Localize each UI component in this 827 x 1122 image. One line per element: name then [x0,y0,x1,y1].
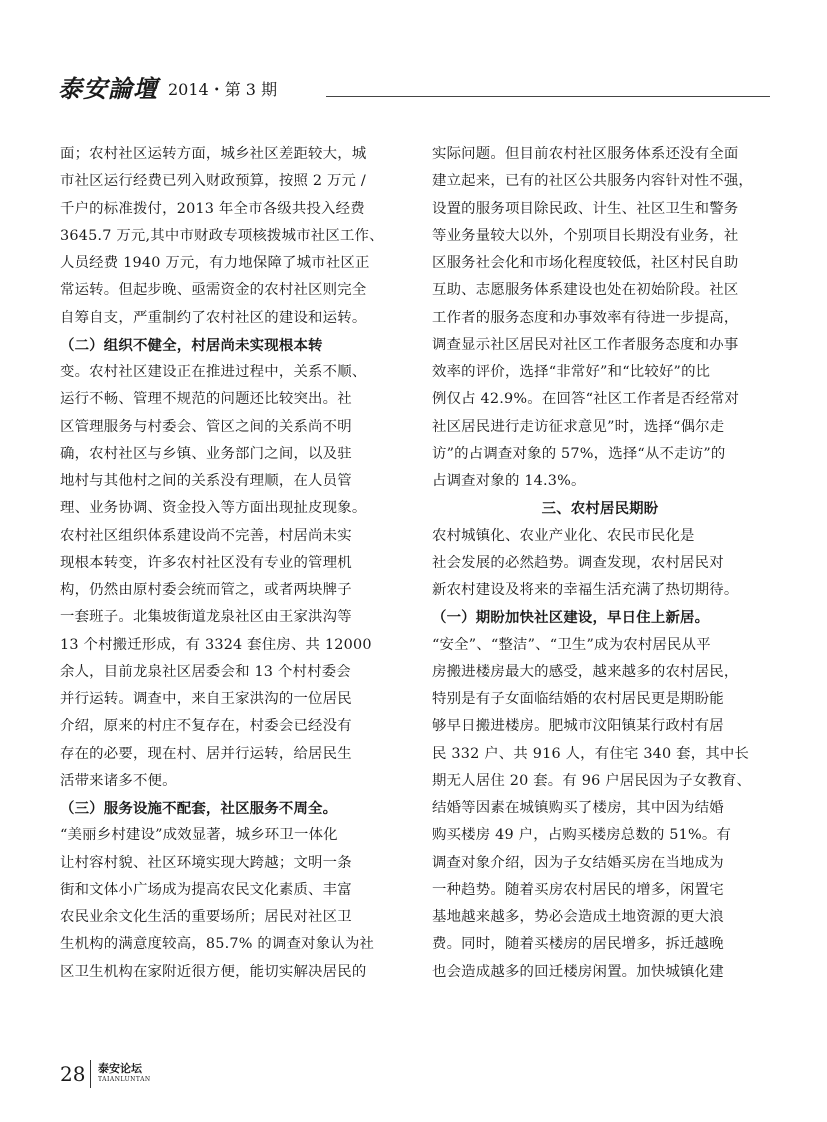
text-line: 购买楼房 49 户，占购买楼房总数的 51%。有 [432,827,732,844]
text-line: 13 个村搬迁形成，有 3324 套住房、共 12000 [60,636,372,653]
text-line: 人员经费 1940 万元，有力地保障了城市社区正 [60,255,370,271]
section-heading-line: （一）期盼加快社区建设，早日住上新居。 [432,609,710,627]
text-line: 等业务量较大以外，个别项目长期没有业务，社 [432,227,739,244]
text-line: 新农村建设及将来的幸福生活充满了热切期待。 [432,582,739,598]
text-line: 区卫生机构在家附近很方便，能切实解决居民的 [60,963,367,980]
text-line: 设置的服务项目除民政、计生、社区卫生和警务 [432,200,739,217]
text-line: 调查对象介绍，因为子女结婚买房在当地成为 [432,854,724,871]
text-line: 一套班子。北集坡街道龙泉社区由王家洪沟等 [60,609,352,626]
text-line: 千户的标准拨付，2013 年全市各级共投入经费 [60,200,365,217]
right-column [432,141,768,986]
left-column [60,141,396,986]
text-line: 费。同时，随着买楼房的居民增多，拆迁越晚 [432,936,724,953]
text-line: 农民业余文化生活的重要场所；居民对社区卫 [60,909,352,925]
footer-divider [90,1060,91,1088]
section-heading-line: （三）服务设施不配套，社区服务不周全。 [60,800,338,817]
text-line: 实际问题。但目前农村社区服务体系还没有全面 [432,146,739,162]
text-line: 特别是有子女面临结婚的农村居民更是期盼能 [432,691,724,707]
text-line: 常运转。但起步晚、亟需资金的农村社区则完全 [60,282,367,299]
footer-journal-pinyin: TAIANLUNTAN [98,1076,151,1083]
text-line: 基地越来越多，势必会造成土地资源的更大浪 [432,909,724,925]
text-line: 访”的占调查对象的 57%，选择“从不走访”的 [432,445,726,462]
text-line: 够早日搬进楼房。肥城市汶阳镇某行政村有居 [432,718,724,735]
text-line: 建立起来，已有的社区公共服务内容针对性不强， [432,173,753,190]
text-line: 地村与其他村之间的关系没有理顺，在人员管 [60,473,352,489]
section-heading-line: 三、农村居民期盼 [541,500,659,518]
text-line: 并行运转。调查中，来自王家洪沟的一位居民 [60,691,352,707]
text-line: 自筹自支，严重制约了农村社区的建设和运转。 [60,309,367,326]
text-line: 房搬进楼房最大的感受，越来越多的农村居民， [432,663,739,680]
page-header [58,74,770,104]
text-line: 结婚等因素在城镇购买了楼房，其中因为结婚 [432,800,724,816]
text-line: 街和文体小广场成为提高农民文化素质、丰富 [60,881,352,898]
text-line: 效率的评价，选择“非常好”和“比较好”的比 [432,364,711,380]
issue-label: 2014・第 3 期 [168,80,278,99]
text-line: 农村社区组织体系建设尚不完善，村居尚未实 [60,527,352,544]
text-line: 构，仍然由原村委会统而管之，或者两块牌子 [60,582,352,598]
text-line: 余人，目前龙泉社区居委会和 13 个村村委会 [60,663,351,680]
text-line: 介绍，原来的村庄不复存在，村委会已经没有 [60,718,352,735]
text-line: 面；农村社区运转方面，城乡社区差距较大，城 [60,146,367,162]
text-line: 让村容村貌、社区环境实现大跨越；文明一条 [60,854,352,871]
text-line: 也会造成越多的回迁楼房闲置。加快城镇化建 [432,963,724,980]
text-line: 占调查对象的 14.3%。 [432,473,586,489]
text-line: 农村城镇化、农业产业化、农民市民化是 [432,527,695,544]
journal-logo: 泰安論壇 [58,74,158,103]
text-line: 理、业务协调、资金投入等方面出现扯皮现象。 [60,500,367,517]
text-line: “美丽乡村建设”成效显著，城乡环卫一体化 [60,827,338,844]
text-line: 一种趋势。随着买房农村居民的增多，闲置宅 [432,881,724,898]
text-line: 例仅占 42.9%。在回答“社区工作者是否经常对 [432,391,740,408]
section-heading-line: （二）组织不健全，村居尚未实现根本转 [60,336,323,354]
text-line: 社会发展的必然趋势。调查发现，农村居民对 [432,554,724,571]
text-line: 社区居民进行走访征求意见”时，选择“偶尔走 [432,418,725,435]
text-line: 区服务社会化和市场化程度较低，社区村民自助 [432,255,739,271]
text-line: 调查显示社区居民对社区工作者服务态度和办事 [432,336,739,353]
text-line: 确，农村社区与乡镇、业务部门之间，以及驻 [60,445,352,462]
text-line: 变。农村社区建设正在推进过程中，关系不顺、 [60,364,367,380]
page-number: 28 [60,1062,86,1086]
text-line: 活带来诸多不便。 [60,772,177,789]
text-line: “安全”、“整洁”、“卫生”成为农村居民从平 [432,636,711,653]
text-line: 民 332 户、共 916 人，有住宅 340 套，其中长 [432,745,750,762]
header-rule [326,96,770,97]
text-line: 运行不畅、管理不规范的问题还比较突出。社 [60,391,352,408]
text-line: 存在的必要，现在村、居并行运转，给居民生 [60,745,352,762]
text-line: 3645.7 万元,其中市财政专项核拨城市社区工作、 [60,227,384,244]
text-line: 市社区运行经费已列入财政预算，按照 2 万元 / [60,173,366,190]
text-line: 现根本转变，许多农村社区没有专业的管理机 [60,554,352,571]
text-line: 区管理服务与村委会、管区之间的关系尚不明 [60,418,352,435]
text-line: 期无人居住 20 套。有 96 户居民因为子女教育、 [432,772,752,789]
footer-journal-name: 泰安论坛 [98,1062,142,1075]
text-line: 生机构的满意度较高，85.7% 的调查对象认为社 [60,936,375,953]
text-line: 工作者的服务态度和办事效率有待进一步提高， [432,309,739,326]
text-line: 互助、志愿服务体系建设也处在初始阶段。社区 [432,282,739,299]
